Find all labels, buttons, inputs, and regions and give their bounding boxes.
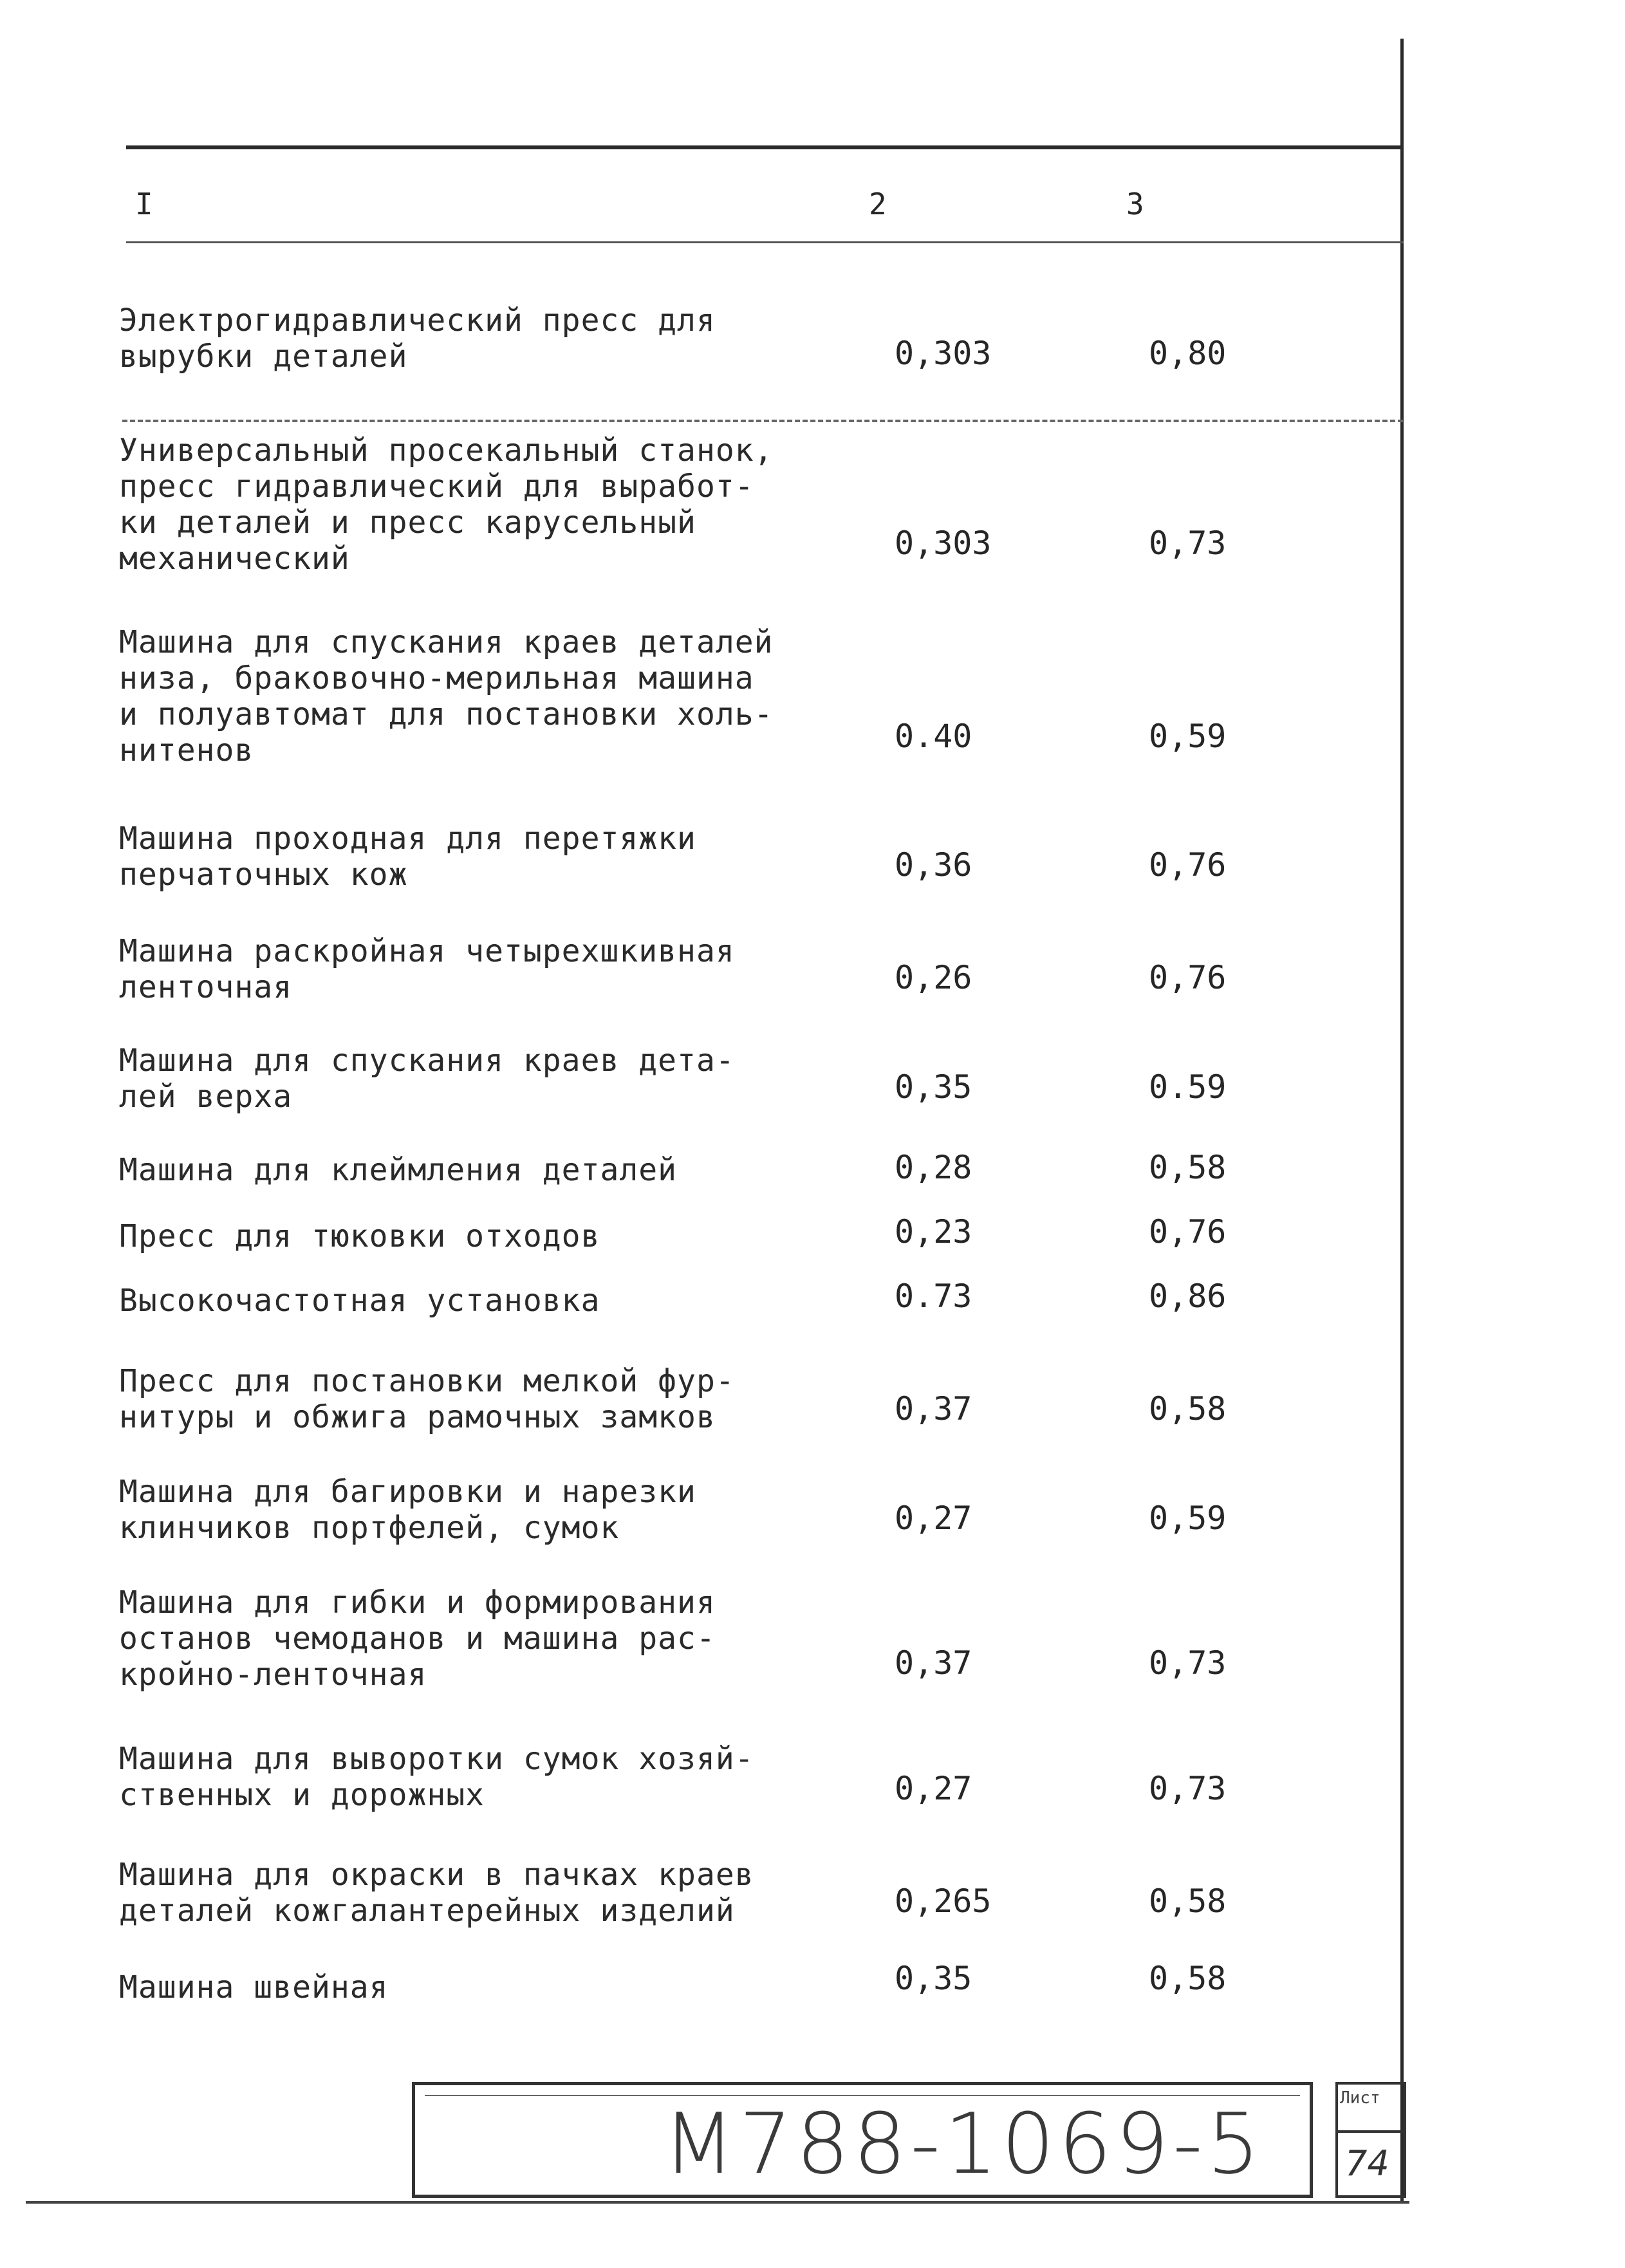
row-value-col2: 0,303 <box>895 335 992 372</box>
column-header-3: 3 <box>1126 187 1144 221</box>
row-value-col2: 0,37 <box>895 1644 972 1682</box>
row-value-col3: 0,59 <box>1149 1500 1227 1537</box>
row-value-col3: 0,76 <box>1149 959 1227 996</box>
sheet-number: 74 <box>1345 2143 1389 2184</box>
row-value-col2: 0,35 <box>895 1068 972 1106</box>
row-equipment-name: Электрогидравлический пресс для вырубки деталей <box>119 302 716 375</box>
column-header-1: I <box>135 187 153 221</box>
row-value-col3: 0,86 <box>1149 1278 1227 1315</box>
table-top-rule <box>126 145 1404 149</box>
page-bottom-rule <box>26 2201 1409 2204</box>
row-value-col3: 0,76 <box>1149 1213 1227 1250</box>
row-value-col2: 0,23 <box>895 1213 972 1250</box>
row-value-col2: 0.73 <box>895 1278 972 1315</box>
row-equipment-name: Машина для багировки и нарезки клинчиков портфелей, сумок <box>119 1474 696 1546</box>
row-equipment-name: Машина для клеймления деталей <box>119 1152 678 1188</box>
row-value-col3: 0,73 <box>1149 1644 1227 1682</box>
row-value-col2: 0,303 <box>895 525 992 562</box>
row-equipment-name: Машина для спускания краев дета- лей верха <box>119 1043 735 1115</box>
row-value-col3: 0.59 <box>1149 1068 1227 1106</box>
row-value-col2: 0,37 <box>895 1390 972 1427</box>
row-value-col2: 0,26 <box>895 959 972 996</box>
row-value-col3: 0,73 <box>1149 525 1227 562</box>
row-equipment-name: Машина для спускания краев деталей низа, браковочно-мерильная машина и полуавтомат для постановки холь- нитенов <box>119 624 774 768</box>
row-value-col3: 0,58 <box>1149 1882 1227 1920</box>
row-value-col3: 0,58 <box>1149 1390 1227 1427</box>
row-equipment-name: Машина проходная для перетяжки перчаточных кож <box>119 821 696 893</box>
row-value-col3: 0,58 <box>1149 1149 1227 1186</box>
row-equipment-name: Универсальный просекальный станок, пресс гидравлический для выработ- ки деталей и пресс карусельный механический <box>119 432 774 577</box>
row-value-col2: 0,35 <box>895 1960 972 1997</box>
row-value-col2: 0.40 <box>895 718 972 755</box>
row-value-col3: 0,76 <box>1149 846 1227 884</box>
row-value-col2: 0,27 <box>895 1500 972 1537</box>
row-equipment-name: Машина для окраски в пачках краев деталей кожгалантерейных изделий <box>119 1857 754 1929</box>
row-equipment-name: Высокочастотная установка <box>119 1283 600 1319</box>
row-value-col2: 0,27 <box>895 1770 972 1807</box>
row-equipment-name: Машина швейная <box>119 1969 389 2005</box>
row-separator-dashed <box>122 420 1403 422</box>
sheet-label: Лист <box>1340 2088 1380 2108</box>
row-value-col3: 0,58 <box>1149 1960 1227 1997</box>
row-equipment-name: Машина для гибки и формирования останов чемоданов и машина рас- кройно-ленточная <box>119 1585 716 1693</box>
sheet-box-divider <box>1335 2130 1406 2133</box>
document-code: М788-1069-5 <box>663 2095 1264 2193</box>
row-value-col3: 0,59 <box>1149 718 1227 755</box>
row-equipment-name: Машина для выворотки сумок хозяй- ственных и дорожных <box>119 1741 754 1813</box>
row-value-col2: 0,36 <box>895 846 972 884</box>
row-value-col3: 0,73 <box>1149 1770 1227 1807</box>
row-equipment-name: Пресс для тюковки отходов <box>119 1218 600 1254</box>
row-value-col2: 0,265 <box>895 1882 992 1920</box>
row-value-col3: 0,80 <box>1149 335 1227 372</box>
column-header-2: 2 <box>869 187 887 221</box>
header-separator <box>126 241 1404 243</box>
row-equipment-name: Пресс для постановки мелкой фур- нитуры и обжига рамочных замков <box>119 1363 735 1435</box>
row-value-col2: 0,28 <box>895 1149 972 1186</box>
row-equipment-name: Машина раскройная четырехшкивная ленточная <box>119 933 735 1005</box>
right-border-line <box>1400 39 1404 2201</box>
